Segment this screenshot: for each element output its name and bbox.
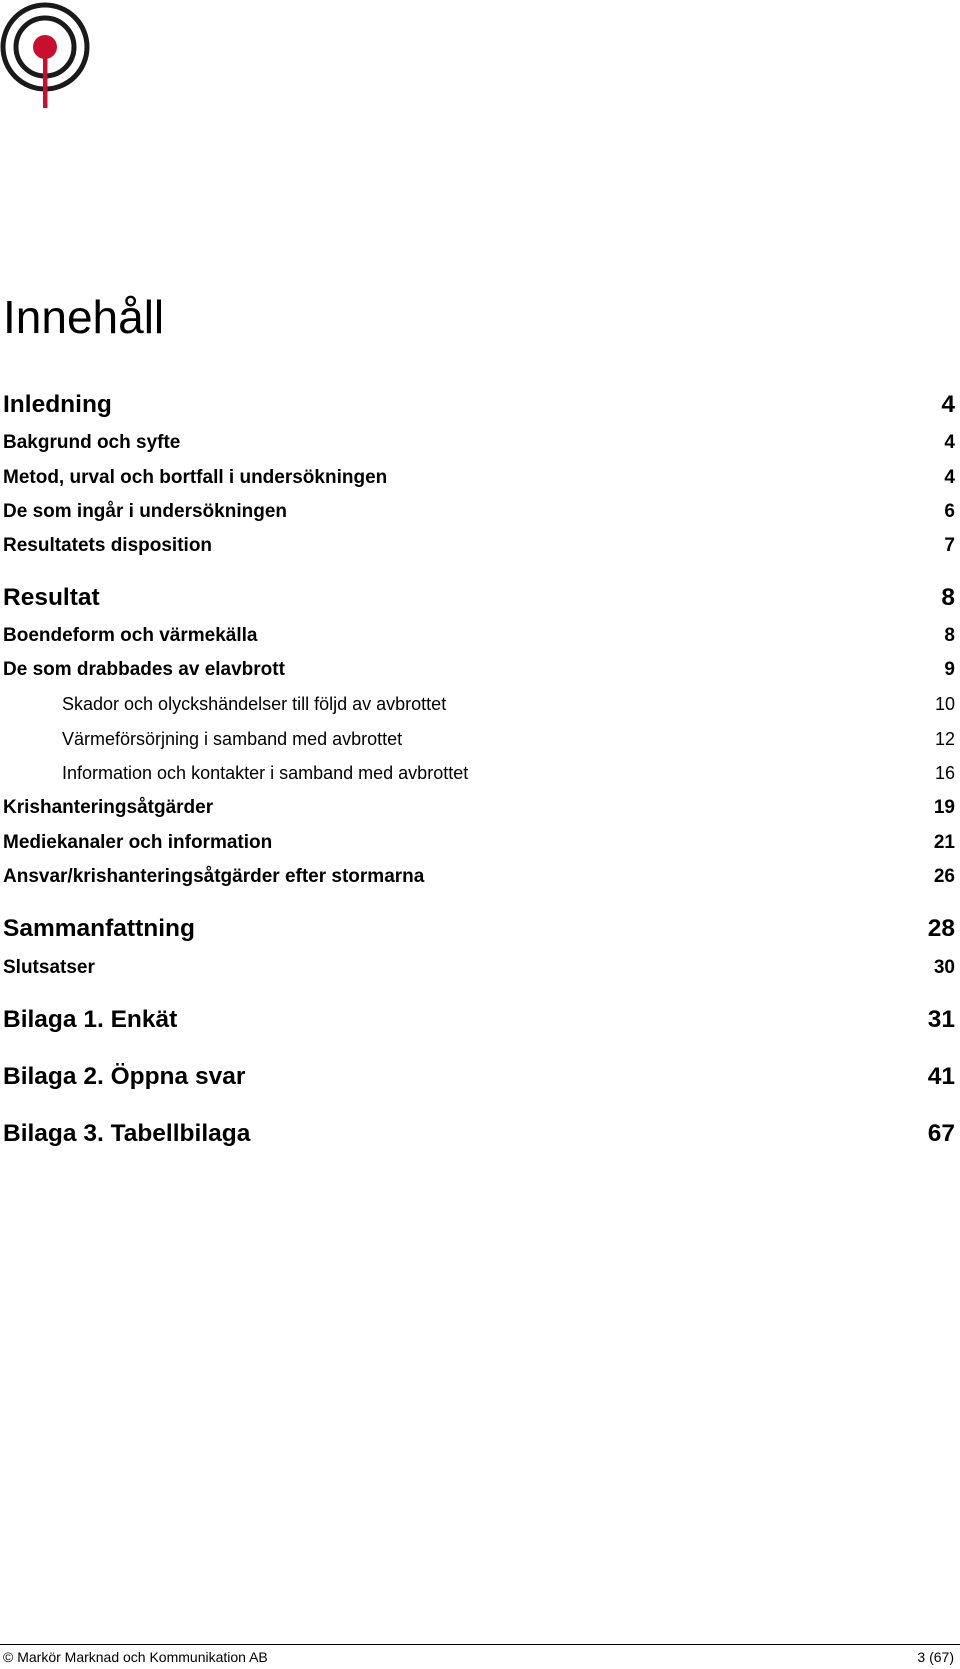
- toc-entry-metod[interactable]: [3, 467, 955, 489]
- toc-entry-page: 9: [944, 659, 955, 680]
- toc-entry-resultat[interactable]: [3, 584, 955, 612]
- toc-entry-skador[interactable]: [62, 694, 955, 715]
- toc-entry-bilaga-3[interactable]: [3, 1120, 955, 1148]
- toc-entry-slutsatser[interactable]: [3, 957, 955, 979]
- toc-entry-label: Värmeförsörjning i samband med avbrottet: [62, 729, 403, 749]
- toc-entry-label: Boendeform och värmekälla: [3, 625, 258, 646]
- toc-entry-page: 7: [944, 535, 955, 556]
- toc-entry-page: 8: [944, 625, 955, 646]
- toc-entry-page: 26: [933, 866, 955, 887]
- page-title: Innehåll: [3, 291, 165, 343]
- toc-entry-label: Bilaga 3. Tabellbilaga: [3, 1120, 251, 1147]
- toc-entry-label: Metod, urval och bortfall i undersökningen: [3, 467, 388, 488]
- toc-entry-varmeforsorjning[interactable]: [62, 729, 955, 750]
- toc-entry-label: Slutsatser: [3, 957, 95, 978]
- toc-entry-label: Inledning: [3, 391, 112, 418]
- toc-entry-inledning[interactable]: [3, 391, 955, 419]
- footer-rule: [0, 1644, 960, 1645]
- toc-entry-label: Bilaga 2. Öppna svar: [3, 1063, 246, 1090]
- toc-entry-label: De som drabbades av elavbrott: [3, 659, 285, 680]
- toc-entry-ansvar[interactable]: [3, 866, 955, 888]
- toc-entry-boendeform[interactable]: [3, 625, 955, 647]
- toc-entry-page: 19: [933, 797, 955, 818]
- toc-entry-page: 67: [927, 1120, 955, 1147]
- toc-entry-page: 30: [933, 957, 955, 978]
- toc-entry-page: 28: [927, 915, 955, 942]
- toc-entry-information-kontakter[interactable]: [62, 763, 955, 784]
- toc-entry-bakgrund[interactable]: [3, 432, 955, 454]
- toc-entry-page: 8: [941, 584, 955, 611]
- toc-entry-sammanfattning[interactable]: [3, 915, 955, 943]
- toc-entry-label: Ansvar/krishanteringsåtgärder efter stormarna: [3, 866, 425, 887]
- toc-entry-page: 6: [944, 501, 955, 522]
- toc-entry-label: Krishanteringsåtgärder: [3, 797, 214, 818]
- toc-entry-page: 16: [934, 763, 955, 783]
- toc-entry-page: 4: [944, 467, 955, 488]
- toc-entry-label: Resultat: [3, 584, 100, 611]
- toc-entry-page: 12: [934, 729, 955, 749]
- toc-entry-bilaga-2[interactable]: [3, 1063, 955, 1091]
- toc-entry-de-som-ingar[interactable]: [3, 501, 955, 523]
- toc-entry-label: Mediekanaler och information: [3, 832, 273, 853]
- toc-entry-krishanteringsatgarder[interactable]: [3, 797, 955, 819]
- toc-entry-label: Skador och olyckshändelser till följd av avbrottet: [62, 694, 447, 714]
- toc-entry-page: 31: [927, 1006, 955, 1033]
- toc-entry-drabbades[interactable]: [3, 659, 955, 681]
- toc-entry-mediekanaler[interactable]: [3, 832, 955, 854]
- toc-entry-label: Bilaga 1. Enkät: [3, 1006, 178, 1033]
- toc-entry-label: Information och kontakter i samband med avbrottet: [62, 763, 469, 783]
- toc-entry-label: De som ingår i undersökningen: [3, 501, 287, 522]
- toc-entry-page: 41: [927, 1063, 955, 1090]
- footer-copyright: © Markör Marknad och Kommunikation AB: [3, 1649, 268, 1665]
- toc-entry-label: Sammanfattning: [3, 915, 195, 942]
- toc-entry-label: Bakgrund och syfte: [3, 432, 181, 453]
- toc-entry-page: 21: [933, 832, 955, 853]
- toc-entry-bilaga-1[interactable]: [3, 1006, 955, 1034]
- toc-entry-page: 10: [934, 694, 955, 714]
- toc-entry-resultatets-disposition[interactable]: [3, 535, 955, 557]
- toc-entry-page: 4: [941, 391, 955, 418]
- toc-entry-label: Resultatets disposition: [3, 535, 213, 556]
- toc-entry-page: 4: [944, 432, 955, 453]
- footer-page-indicator: 3 (67): [917, 1649, 954, 1665]
